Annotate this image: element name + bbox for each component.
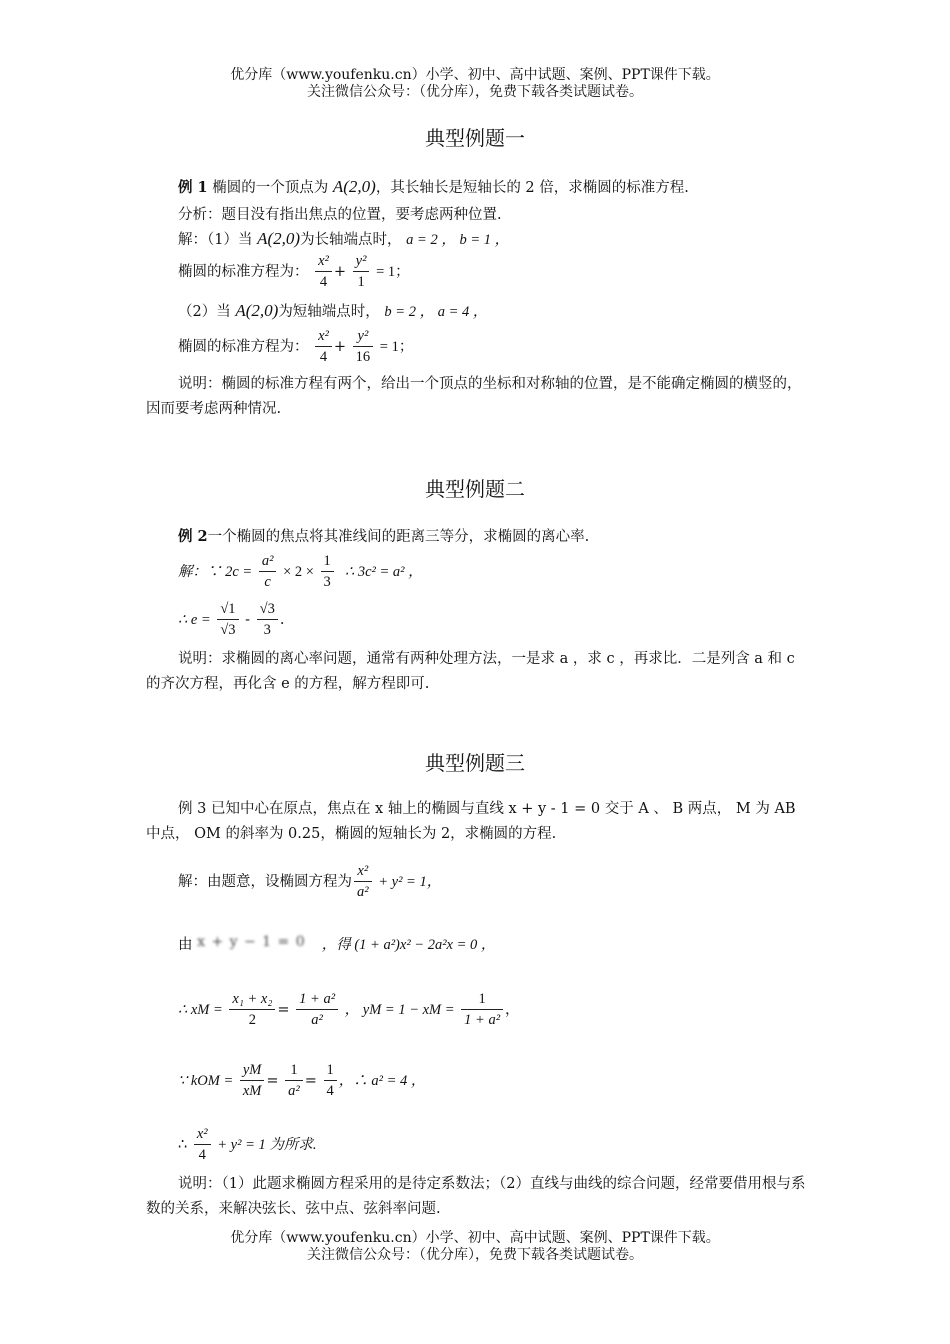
point-a: A(2,0) <box>332 177 376 196</box>
example-2-note: 说明：求椭圆的离心率问题，通常有两种处理方法，一是求 a ，求 c ，再求比．二是列含 a 和 c 的齐次方程，再化含 e 的方程，解方程即可. <box>146 651 795 692</box>
example-3-note: 说明：（1）此题求椭圆方程采用的是待定系数法；（2）直线与曲线的综合问题，经常要借用根与系数的关系，来解决弦长、弦中点、弦斜率问题. <box>146 1176 806 1217</box>
blurred-equation-system: x + y − 1 = 0 <box>197 934 306 950</box>
fraction: $\frac{√1}{√3}$ <box>217 600 238 640</box>
fraction: $\frac{\text{y²}}{16}$ <box>353 327 374 367</box>
fraction: $\frac{1}{\text{1 + a²}}$ <box>461 990 503 1030</box>
fraction: $\frac{\text{a²}}{c}$ <box>259 552 277 592</box>
example-1-note: 说明：椭圆的标准方程有两个，给出一个顶点的坐标和对称轴的位置，是不能确定椭圆的横竖的，因而要考虑两种情况. <box>146 376 802 417</box>
example-2-solution-line-1: 解：∵ 2c = $\frac{\text{a²}}{c}$ × 2 × $\frac{1}{3}$ ∴ 3c² = a² ， <box>178 553 423 590</box>
example-3-step-2: 由 x + y − 1 = 0 ，得 (1 + a²)x² − 2a²x = 0 ， <box>178 933 495 956</box>
page-footer <box>0 1230 950 1264</box>
fraction: $\frac{\text{x²}}{4}$ <box>315 252 332 292</box>
example-1-equation-2: 椭圆的标准方程为： $\frac{\text{x²}}{4}$ + $\frac{\text{y²}}{16}$ = 1； <box>178 328 414 365</box>
footer-line-2: 关注微信公众号：（优分库），免费下载各类试题试卷。 <box>307 1247 643 1263</box>
example-3-step-3: ∴ xM = $\frac{\text{x₁ + x₂}}{2}$ = $\frac{\text{1 + a²}}{\text{a²}}$ ， yM = 1 − xM = $\frac{1}{\text{1 + a²}}$ ， <box>178 991 520 1028</box>
example-1-label: 例 1 <box>178 179 208 196</box>
fraction: $\frac{1}{4}$ <box>324 1061 337 1101</box>
example-3-step-5: ∴ $\frac{\text{x²}}{4}$ + y² = 1 为所求. <box>178 1126 317 1163</box>
example-2-label: 例 2 <box>178 528 208 545</box>
fraction: $\frac{\text{x²}}{\text{a²}}$ <box>354 862 372 902</box>
example-1-title: 典型例题一 <box>425 126 525 150</box>
fraction: $\frac{√3}{3}$ <box>257 600 278 640</box>
example-1-analysis: 分析：题目没有指出焦点的位置，要考虑两种位置. <box>178 207 502 223</box>
example-1-solution-case-1: 解：（1）当 A(2,0)为长轴端点时， a = 2 ， b = 1 ， <box>178 229 510 248</box>
fraction: $\frac{\text{y²}}{1}$ <box>353 252 370 292</box>
page-header <box>0 67 950 101</box>
example-1-solution-case-2: （2）当 A(2,0)为短轴端点时， b = 2 ， a = 4 ， <box>178 301 488 320</box>
example-2-title: 典型例题二 <box>425 477 525 501</box>
example-3-step-1: 解：由题意，设椭圆方程为 $\frac{\text{x²}}{\text{a²}}$ + y² = 1， <box>178 863 442 900</box>
example-2-solution-line-2: ∴ e = $\frac{√1}{√3}$ - $\frac{√3}{3}$ . <box>178 601 285 638</box>
header-line-1: 优分库（www.youfenku.cn）小学、初中、高中试题、案例、PPT课件下载。 <box>230 67 720 83</box>
example-2-question: 例 2一个椭圆的焦点将其准线间的距离三等分，求椭圆的离心率. <box>178 528 590 545</box>
fraction: $\frac{\text{x²}}{4}$ <box>194 1125 211 1165</box>
fraction: $\frac{yM}{xM}$ <box>240 1061 265 1101</box>
footer-line-1: 优分库（www.youfenku.cn）小学、初中、高中试题、案例、PPT课件下载。 <box>230 1230 720 1246</box>
header-line-2: 关注微信公众号：（优分库），免费下载各类试题试卷。 <box>307 84 643 100</box>
fraction: $\frac{\text{x₁ + x₂}}{2}$ <box>229 990 275 1030</box>
example-1-equation-1: 椭圆的标准方程为： $\frac{\text{x²}}{4}$ + $\frac{\text{y²}}{1}$ = 1； <box>178 253 410 290</box>
example-3-title: 典型例题三 <box>425 751 525 775</box>
example-3-question: 例 3 已知中心在原点，焦点在 x 轴上的椭圆与直线 x + y - 1 = 0 交于 A 、 B 两点， M 为 AB 中点， OM 的斜率为 0.25，椭圆的短轴长为 2，求椭圆的方程. <box>146 801 796 842</box>
fraction: $\frac{1}{3}$ <box>321 552 334 592</box>
example-1-question: 例 1 椭圆的一个顶点为 A(2,0)，其长轴长是短轴长的 2 倍，求椭圆的标准方程. <box>178 177 689 196</box>
fraction: $\frac{\text{x²}}{4}$ <box>315 327 332 367</box>
fraction: $\frac{\text{1 + a²}}{\text{a²}}$ <box>296 990 338 1030</box>
fraction: $\frac{1}{\text{a²}}$ <box>285 1061 303 1101</box>
example-3-step-4: ∵ kOM = $\frac{yM}{xM}$ = $\frac{1}{\text{a²}}$ = $\frac{1}{4}$ ，∴ a² = 4 ， <box>178 1062 426 1099</box>
